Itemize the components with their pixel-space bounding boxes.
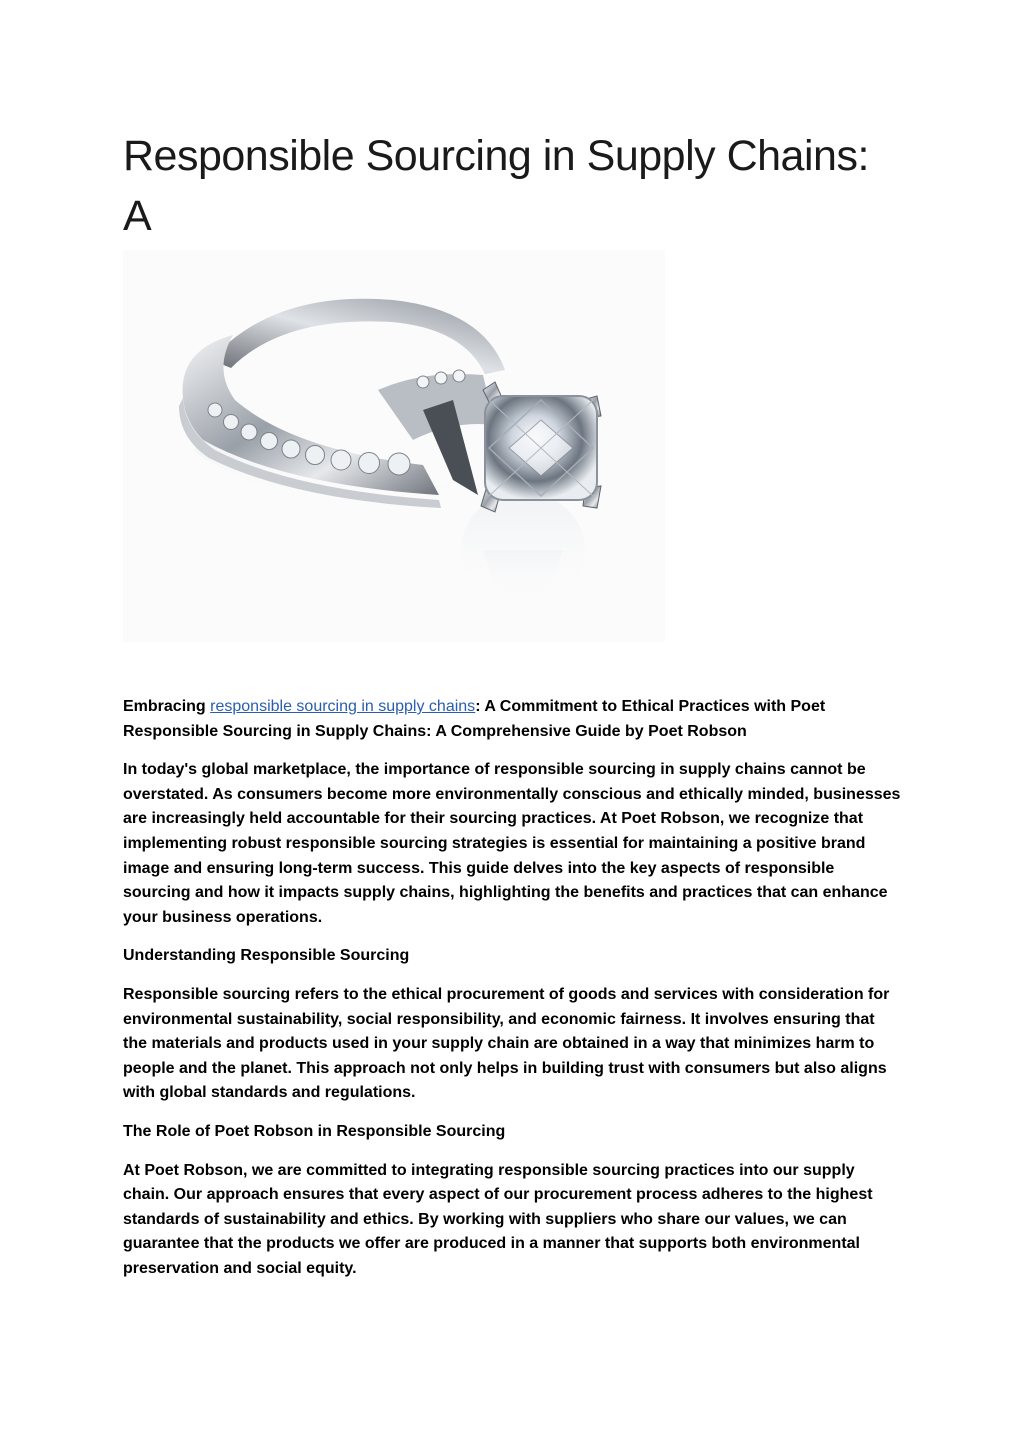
heading-role: The Role of Poet Robson in Responsible Sourcing	[123, 1122, 506, 1140]
ring-illustration	[123, 250, 665, 642]
intro-tail: : A Commitment to Ethical Practices with Poet Responsible Sourcing in Supply Chains: A Comprehensive Guide by Poet Robson	[123, 698, 826, 740]
intro-lead: Embracing	[123, 698, 211, 715]
paragraph-marketplace: In today's global marketplace, the importance of responsible sourcing in supply chains cannot be overstated. As consumers become more environmentally conscious and ethically minded, businesses are increasingly held accountable for their sourcing practices. At Poet Robson, we recognize that implementing robust responsible sourcing strategies is essential for maintaining a positive brand image and ensuring long-term success. This guide delves into the key aspects of responsible sourcing and how it impacts supply chains, highlighting the benefits and practices that can enhance your business operations.	[123, 761, 901, 926]
paragraph-commitment: At Poet Robson, we are committed to integrating responsible sourcing practices into our supply chain. Our approach ensures that every aspect of our procurement process adheres to the highest standards of sustainability and ethics. By working with suppliers who share our values, we can guarantee that the products we offer are produced in a manner that supports both environmental preservation and social equity.	[123, 1161, 873, 1277]
intro-paragraph	[123, 695, 903, 744]
paragraph-definition: Responsible sourcing refers to the ethical procurement of goods and services with consideration for environmental sustainability, social responsibility, and economic fairness. It involves ensuring that the materials and products used in your supply chain are obtained in a way that minimizes harm to people and the planet. This approach not only helps in building trust with consumers but also aligns with global standards and regulations.	[123, 985, 890, 1102]
center-diamond	[485, 396, 597, 500]
article-body	[123, 695, 903, 1295]
heading-understanding: Understanding Responsible Sourcing	[123, 947, 410, 965]
ring-photo	[123, 250, 665, 642]
article-title-line-1: Responsible Sourcing in Supply Chains: A	[123, 132, 869, 240]
responsible-sourcing-link[interactable]: responsible sourcing in supply chains	[210, 698, 476, 715]
